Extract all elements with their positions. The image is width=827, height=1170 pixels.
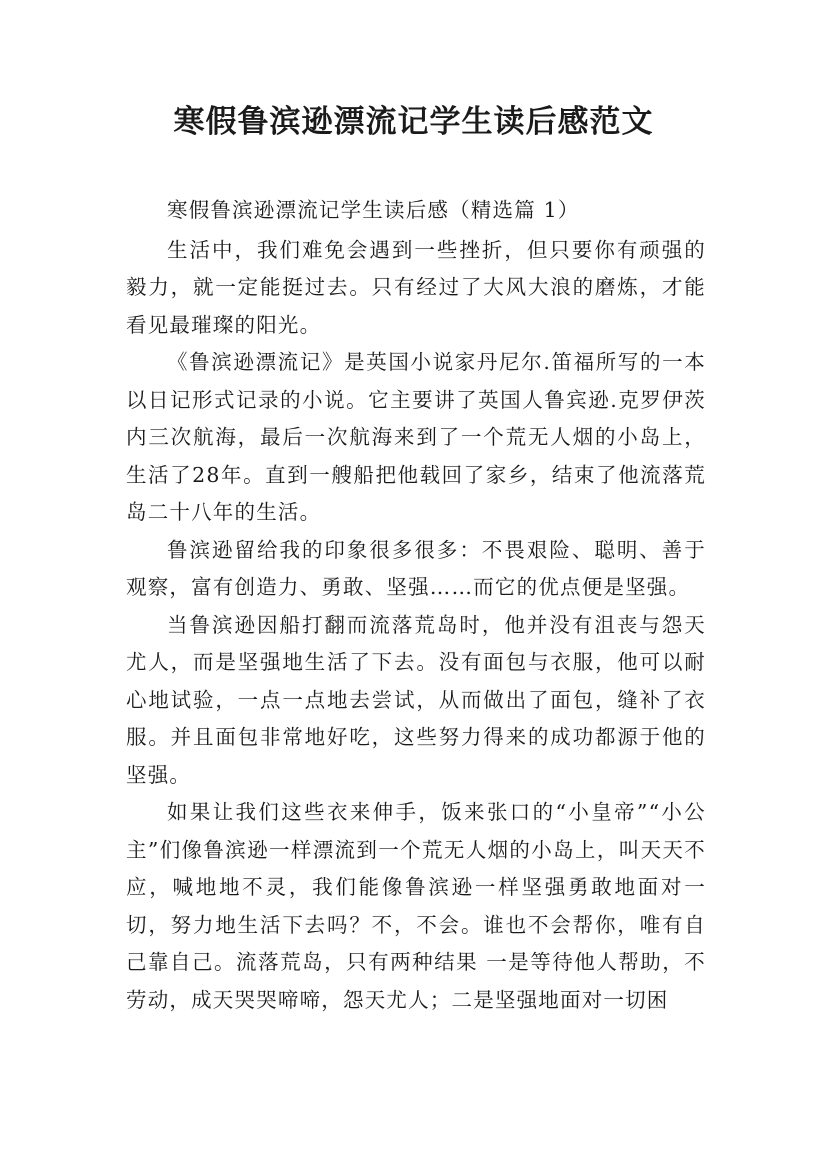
paragraph-4: 当鲁滨逊因船打翻而流落荒岛时，他并没有沮丧与怨天尤人，而是坚强地生活了下去。没有面包与衣服，他可以耐心地试验，一点一点地去尝试，从而做出了面包，缝补了衣服。并且面包非常地好吃，这些努力得来的成功都源于他的坚强。	[126, 612, 706, 787]
document-body	[126, 192, 706, 1019]
paragraph-2: 《鲁滨逊漂流记》是英国小说家丹尼尔.笛福所写的一本以日记形式记录的小说。它主要讲了英国人鲁宾逊.克罗伊茨内三次航海，最后一次航海来到了一个荒无人烟的小岛上，生活了28年。直到一艘船把他载回了家乡，结束了他流落荒岛二十八年的生活。	[126, 350, 706, 524]
paragraph-1: 生活中，我们难免会遇到一些挫折，但只要你有顽强的毅力，就一定能挺过去。只有经过了大风大浪的磨炼，才能看见最璀璨的阳光。	[126, 237, 706, 337]
document-title: 寒假鲁滨逊漂流记学生读后感范文	[173, 104, 654, 140]
paragraph-5: 如果让我们这些衣来伸手，饭来张口的“小皇帝”“小公主”们像鲁滨逊一样漂流到一个荒无人烟的小岛上，叫天天不应，喊地地不灵，我们能像鲁滨逊一样坚强勇敢地面对一切，努力地生活下去吗？不，不会。谁也不会帮你，唯有自己靠自己。流落荒岛，只有两种结果 一是等待他人帮助，不劳动，成天哭哭啼啼，怨天尤人；二是坚强地面对一切困	[126, 800, 706, 1012]
paragraph-3: 鲁滨逊留给我的印象很多很多：不畏艰险、聪明、善于观察，富有创造力、勇敢、坚强……而它的优点便是坚强。	[126, 537, 706, 599]
section-heading: 寒假鲁滨逊漂流记学生读后感（精选篇 1）	[167, 198, 580, 222]
